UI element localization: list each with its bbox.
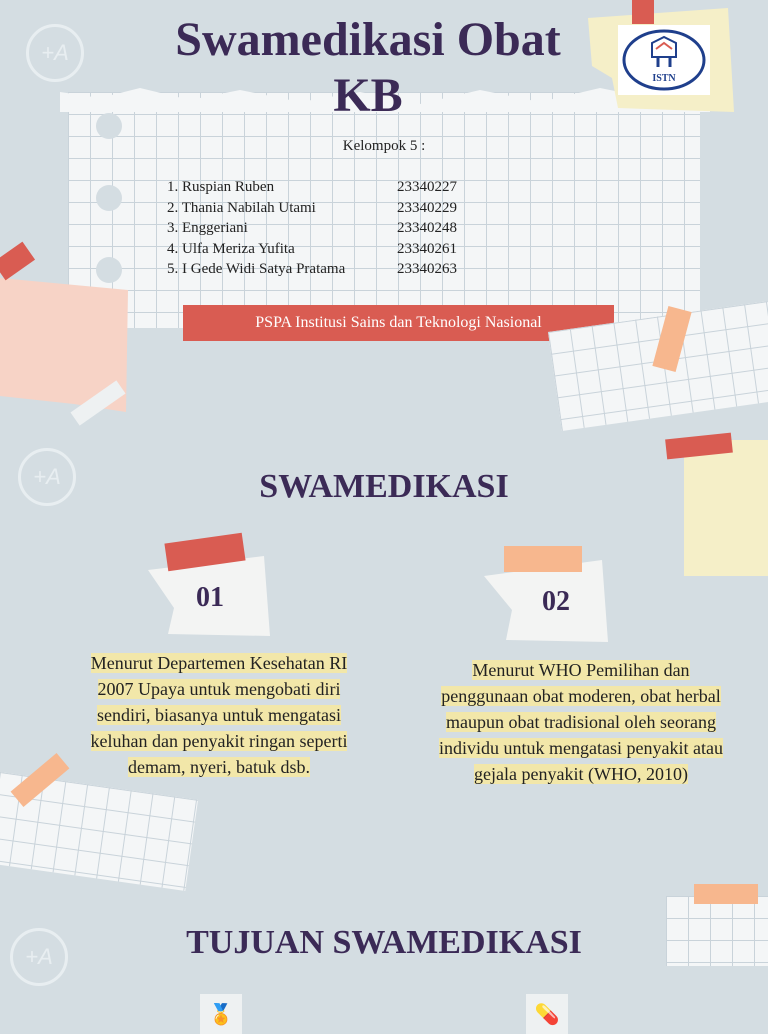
member-row	[167, 200, 457, 221]
istn-logo	[618, 25, 710, 95]
member-id: 23340229	[397, 199, 457, 216]
card-number-02: 02	[542, 586, 570, 617]
page-title	[140, 12, 596, 124]
member-name: 4. Ulfa Meriza Yufita	[167, 240, 295, 257]
orange-tape	[504, 546, 582, 572]
member-row	[167, 179, 457, 200]
yellow-sticky-note	[684, 440, 768, 576]
member-list	[167, 179, 457, 282]
member-id: 23340248	[397, 220, 457, 236]
medicine-icon: 💊	[526, 994, 568, 1034]
section-title-swamedikasi: SWAMEDIKASI	[259, 468, 509, 505]
member-id: 23340227	[397, 179, 457, 195]
section-title-tujuan: TUJUAN SWAMEDIKASI	[186, 924, 582, 961]
card-2-text: Menurut WHO Pemilihan dan penggunaan obat moderen, obat herbal maupun obat tradisional oleh seorang individu untuk mengatasi penyakit atau gejala penyakit (WHO, 2010)	[439, 660, 723, 784]
member-row	[167, 220, 457, 241]
logo-text: ISTN	[652, 73, 676, 84]
title-line-2: KB	[333, 69, 403, 122]
title-line-1: Swamedikasi Obat	[175, 13, 561, 66]
plus-a-doodle-icon: +A	[18, 448, 76, 506]
member-name: 2. Thania Nabilah Utami	[167, 199, 316, 216]
member-id: 23340261	[397, 240, 457, 257]
orange-tape	[694, 884, 758, 904]
binder-hole	[96, 185, 122, 211]
group-label: Kelompok 5 :	[342, 138, 426, 154]
member-name: 3. Enggeriani	[167, 220, 248, 236]
member-row	[167, 241, 457, 262]
card-number-01: 01	[196, 582, 224, 613]
medal-icon: 🏅	[200, 994, 242, 1034]
member-id: 23340263	[397, 261, 457, 277]
member-name: 5. I Gede Widi Satya Pratama	[167, 261, 346, 277]
member-row	[167, 261, 457, 282]
card-1-text: Menurut Departemen Kesehatan RI 2007 Upaya untuk mengobati diri sendiri, biasanya untuk mengatasi keluhan dan penyakit ringan seperti demam, nyeri, batuk dsb.	[90, 653, 348, 777]
red-tape	[632, 0, 654, 24]
plus-a-doodle-icon: +A	[10, 928, 68, 986]
member-name: 1. Ruspian Ruben	[167, 179, 275, 195]
plus-a-doodle-icon: +A	[26, 24, 84, 82]
binder-hole	[96, 113, 122, 139]
institution-banner: PSPA Institusi Sains dan Teknologi Nasional	[183, 305, 614, 341]
